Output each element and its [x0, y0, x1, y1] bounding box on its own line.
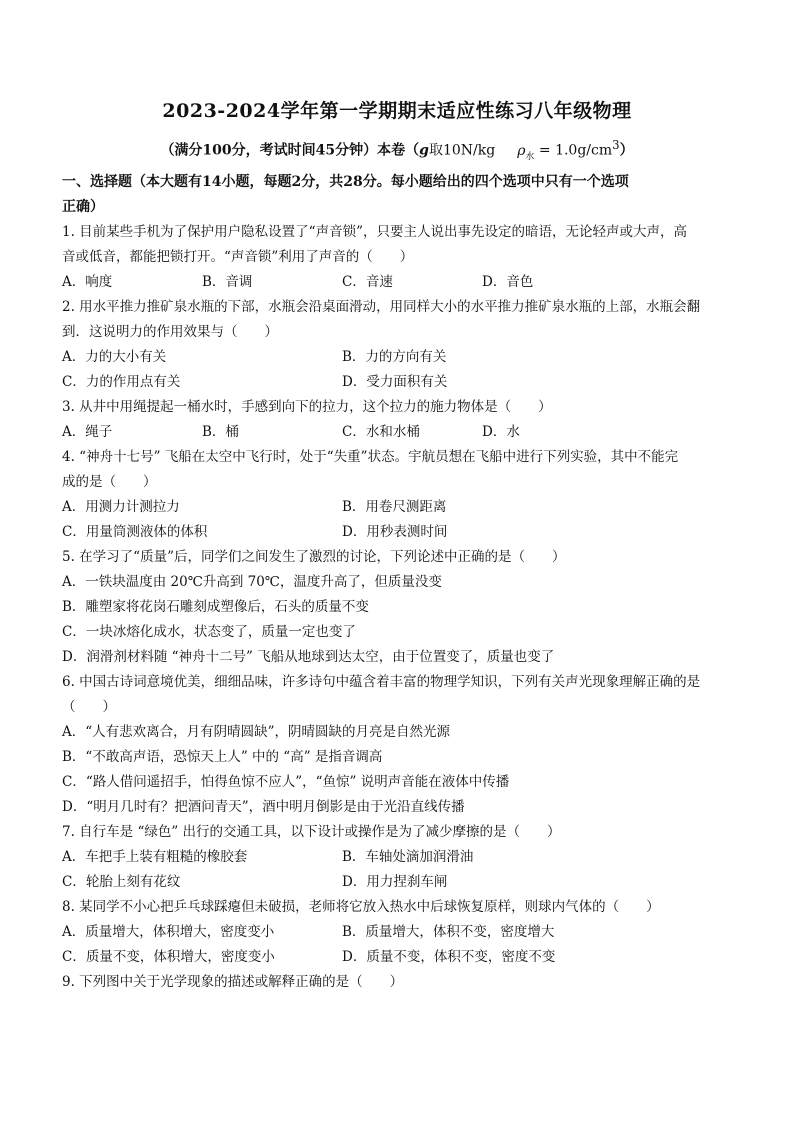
options-row: [62, 370, 742, 395]
option-c: C．轮胎上刻有花纹: [62, 874, 181, 890]
question-5: [62, 545, 742, 670]
option-c: C．力的作用点有关: [62, 374, 181, 390]
question-2: [62, 295, 742, 395]
subtitle-g-rest: 取10N/kg: [428, 142, 496, 159]
option-a: A．一铁块温度由 20℃升高到 70℃，温度升高了，但质量没变: [62, 574, 442, 590]
question-4: [62, 445, 742, 545]
option-d: D．受力面积有关: [342, 374, 448, 390]
option-c: C．水和水桶: [342, 424, 420, 440]
question-6: [62, 670, 742, 820]
subtitle-g: g: [419, 142, 429, 159]
question-text: 到．这说明力的作用效果与（ ）: [62, 324, 278, 340]
options-row: [62, 870, 742, 895]
option-d: D．质量不变，体积不变，密度不变: [342, 949, 556, 965]
question-text: 6. 中国古诗词意境优美，细细品味，许多诗句中蕴含着丰富的物理学知识，下列有关声光现象理解正确的是: [62, 674, 701, 690]
question-text: 音或低音，都能把锁打开。“声音锁”利用了声音的（ ）: [62, 249, 414, 265]
option-d: D．用力捏刹车闸: [342, 874, 448, 890]
option-d: D．水: [482, 424, 520, 440]
rho-value: = 1.0g/cm: [534, 142, 613, 159]
option-a: A．力的大小有关: [62, 349, 167, 365]
section-heading-cont: 正确）: [62, 199, 104, 215]
option-a: A．“人有悲欢离合，月有阴晴圆缺”，阴晴圆缺的月亮是自然光源: [62, 724, 451, 740]
question-3: [62, 395, 742, 445]
option-b: B．“不敢高声语，恐惊天上人” 中的 “高” 是指音调高: [62, 749, 383, 765]
options-row: [62, 270, 742, 295]
option-b: B．雕塑家将花岗石雕刻成塑像后，石头的质量不变: [62, 599, 369, 615]
question-9: [62, 970, 742, 995]
rho-letter: ρ: [517, 142, 526, 159]
question-8: [62, 895, 742, 970]
option-a: A．质量增大，体积增大，密度变小: [62, 924, 275, 940]
question-1: [62, 220, 742, 295]
question-text: 7. 自行车是 “绿色” 出行的交通工具，以下设计或操作是为了减少摩擦的是（ ）: [62, 824, 561, 840]
options-row: [62, 345, 742, 370]
option-d: D．“明月几时有？把酒问青天”，酒中明月倒影是由于光沿直线传播: [62, 799, 465, 815]
question-text: 5. 在学习了“质量”后，同学们之间发生了激烈的讨论，下列论述中正确的是（ ）: [62, 549, 566, 565]
question-text: 9. 下列图中关于光学现象的描述或解释正确的是（ ）: [62, 974, 404, 990]
question-text: 1. 目前某些手机为了保护用户隐私设置了“声音锁”，只要主人说出事先设定的暗语，无论轻声或大声，高: [62, 224, 687, 240]
option-c: C．一块冰熔化成水，状态变了，质量一定也变了: [62, 624, 356, 640]
question-text: （ ）: [62, 699, 116, 715]
option-b: B．车轴处滴加润滑油: [342, 849, 474, 865]
question-text: 成的是（ ）: [62, 474, 157, 490]
subtitle-end: ）: [619, 142, 634, 159]
option-d: D．音色: [482, 274, 534, 290]
option-a: A．车把手上装有粗糙的橡胶套: [62, 849, 248, 865]
question-text: 3. 从井中用绳提起一桶水时，手感到向下的拉力，这个拉力的施力物体是（ ）: [62, 399, 552, 415]
option-c: C．用量筒测液体的体积: [62, 524, 208, 540]
option-b: B．音调: [202, 274, 253, 290]
option-d: D．用秒表测时间: [342, 524, 448, 540]
option-b: B．质量增大，体积不变，密度增大: [342, 924, 555, 940]
option-c: C．“路人借问遥招手，怕得鱼惊不应人”，“鱼惊” 说明声音能在液体中传播: [62, 774, 510, 790]
option-c: C．音速: [342, 274, 393, 290]
options-row: [62, 520, 742, 545]
question-text: 2. 用水平推力推矿泉水瓶的下部，水瓶会沿桌面滑动，用同样大小的水平推力推矿泉水瓶的上部，水瓶会翻: [62, 299, 701, 315]
exam-content: [62, 170, 742, 995]
option-b: B．用卷尺测距离: [342, 499, 447, 515]
options-row: [62, 845, 742, 870]
options-row: [62, 945, 742, 970]
rho-exponent: 3: [612, 138, 620, 152]
option-a: A．响度: [62, 274, 113, 290]
options-row: [62, 495, 742, 520]
exam-title: 2023-2024学年第一学期期末适应性练习八年级物理: [162, 100, 632, 122]
question-7: [62, 820, 742, 895]
option-b: B．桶: [202, 424, 239, 440]
option-a: A．绳子: [62, 424, 113, 440]
options-row: [62, 920, 742, 945]
question-text: 4. “神舟十七号” 飞船在太空中飞行时，处于“失重”状态。宇航员想在飞船中进行下列实验，其中不能完: [62, 449, 679, 465]
section-heading: 一、选择题（本大题有14小题，每题2分，共28分。每小题给出的四个选项中只有一个选项: [62, 174, 629, 190]
rho-subscript: 水: [525, 151, 535, 162]
option-d: D．润滑剂材料随 “神舟十二号” 飞船从地球到达太空，由于位置变了，质量也变了: [62, 649, 555, 665]
question-text: 8. 某同学不小心把乒乓球踩瘪但未破损，老师将它放入热水中后球恢复原样，则球内气体的（ ）: [62, 899, 660, 915]
rho-symbol: [517, 142, 535, 162]
subtitle-main: （满分100分，考试时间45分钟）本卷（: [160, 142, 420, 159]
exam-subtitle: [0, 138, 794, 161]
option-b: B．力的方向有关: [342, 349, 447, 365]
option-a: A．用测力计测拉力: [62, 499, 180, 515]
option-c: C．质量不变，体积增大，密度变小: [62, 949, 275, 965]
options-row: [62, 420, 742, 445]
